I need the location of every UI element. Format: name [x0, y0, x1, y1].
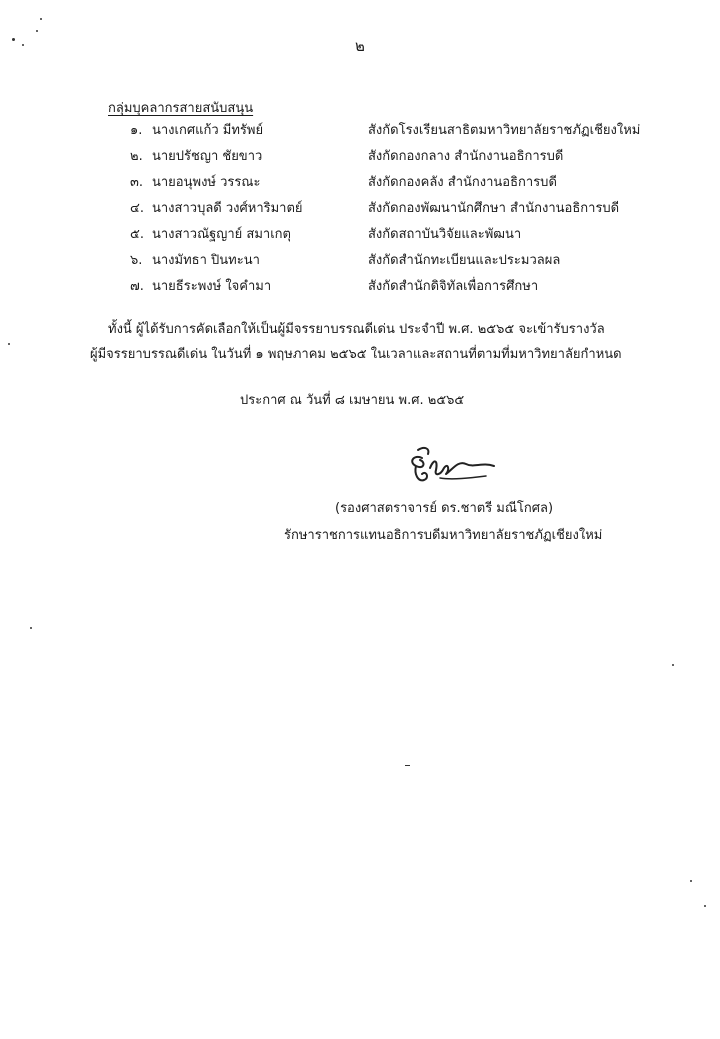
- member-unit: สังกัดกองกลาง สำนักงานอธิการบดี: [368, 149, 564, 164]
- member-number: ๗.: [130, 279, 144, 294]
- scan-speck: [704, 905, 706, 907]
- member-row: [0, 276, 720, 302]
- scan-speck: [405, 765, 410, 766]
- scan-speck: [672, 664, 674, 666]
- member-number: ๓.: [130, 175, 144, 190]
- member-number: ๔.: [130, 201, 144, 216]
- scan-speck: [12, 38, 15, 41]
- member-number: ๕.: [130, 227, 144, 242]
- member-name: นายอนุพงษ์ วรรณะ: [152, 175, 261, 190]
- member-name: นายปรัชญา ชัยขาว: [152, 149, 263, 164]
- scan-speck: [40, 18, 42, 20]
- member-row: [0, 250, 720, 276]
- signer-name: (รองศาสตราจารย์ ดร.ชาตรี มณีโกศล): [335, 501, 554, 516]
- scan-speck: [30, 627, 32, 629]
- member-number: ๑.: [130, 123, 143, 138]
- paragraph-line-2: ผู้มีจรรยาบรรณดีเด่น ในวันที่ ๑ พฤษภาคม ๒๕๖๕ ในเวลาและสถานที่ตามที่มหาวิทยาลัยกำหนด: [90, 347, 622, 362]
- section-heading: กลุ่มบุคลากรสายสนับสนุน: [108, 101, 254, 116]
- member-list: [0, 120, 720, 302]
- member-name: นางสาวณัฐญาย์ สมาเกตุ: [152, 227, 291, 242]
- member-name: นางสาวบุลดี วงศ์หาริมาตย์: [152, 201, 303, 216]
- member-unit: สังกัดสำนักทะเบียนและประมวลผล: [368, 253, 561, 268]
- member-row: [0, 224, 720, 250]
- member-unit: สังกัดโรงเรียนสาธิตมหาวิทยาลัยราชภัฏเชียงใหม่: [368, 123, 641, 138]
- signature-image: [400, 440, 500, 490]
- member-unit: สังกัดสำนักดิจิทัลเพื่อการศึกษา: [368, 279, 539, 294]
- member-unit: สังกัดกองพัฒนานักศึกษา สำนักงานอธิการบดี: [368, 201, 620, 216]
- member-number: ๒.: [130, 149, 143, 164]
- member-row: [0, 198, 720, 224]
- announcement-date: ประกาศ ณ วันที่ ๘ เมษายน พ.ศ. ๒๕๖๕: [240, 393, 465, 408]
- scan-speck: [22, 44, 24, 46]
- signer-position: รักษาราชการแทนอธิการบดีมหาวิทยาลัยราชภัฏเชียงใหม่: [284, 528, 603, 543]
- scan-speck: [36, 30, 38, 32]
- member-name: นางมัทธา ปินทะนา: [152, 253, 260, 268]
- member-number: ๖.: [130, 253, 143, 268]
- member-row: [0, 172, 720, 198]
- member-row: [0, 146, 720, 172]
- paragraph-line-1: ทั้งนี้ ผู้ได้รับการคัดเลือกให้เป็นผู้มีจรรยาบรรณดีเด่น ประจำปี พ.ศ. ๒๕๖๕ จะเข้ารับรางวัล: [108, 322, 605, 337]
- member-unit: สังกัดกองคลัง สำนักงานอธิการบดี: [368, 175, 557, 190]
- member-unit: สังกัดสถาบันวิจัยและพัฒนา: [368, 227, 522, 242]
- page-number: ๒: [355, 37, 365, 55]
- member-name: นางเกศแก้ว มีทรัพย์: [152, 123, 264, 138]
- member-name: นายธีระพงษ์ ใจคำมา: [152, 279, 272, 294]
- member-row: [0, 120, 720, 146]
- scan-speck: [690, 880, 692, 882]
- scan-speck: [8, 343, 10, 345]
